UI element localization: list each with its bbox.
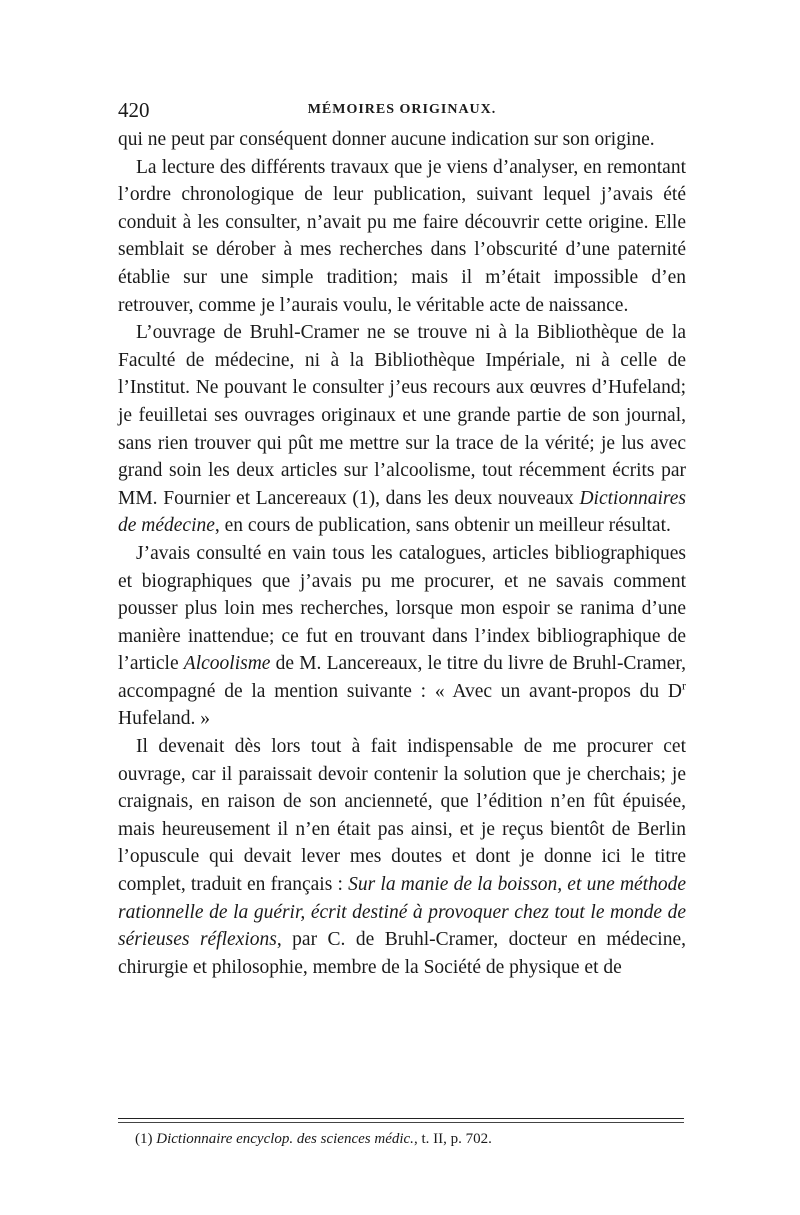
running-head bbox=[118, 96, 686, 126]
italic-text: Dictionnaires de médecine bbox=[118, 487, 686, 537]
italic-text: Alcoolisme bbox=[183, 653, 271, 675]
paragraph bbox=[118, 733, 686, 981]
paragraph bbox=[118, 319, 686, 540]
paragraph bbox=[118, 540, 686, 733]
footnote bbox=[135, 1128, 695, 1150]
paragraph bbox=[118, 154, 686, 320]
text-run: Il devenait dès lors tout à fait indispensable de me procurer cet ouvrage, car il paraissait devoir contenir la solution que je cherchais; je craignais, en raison de son ancienneté, que l’édition n’en fût épuisée, mais heureusement il n’en était pas ainsi, et je reçus bientôt de Berlin l’opuscule qui devait lever mes doutes et dont je donne ici le titre complet, traduit en français : bbox=[118, 736, 686, 896]
footnote-rule bbox=[118, 1118, 684, 1123]
text-run: qui ne peut par conséquent donner aucune indication sur son origine. bbox=[118, 129, 655, 150]
footnote-marker: (1) bbox=[135, 1131, 153, 1147]
footnote-title: Dictionnaire encyclop. des sciences médic. bbox=[156, 1131, 414, 1147]
text-run: J’avais consulté en vain tous les catalogues, articles bibliographiques et biographiques que j’avais pu me procurer, et ne savais comment pousser plus loin mes recherches, lorsque mon espoir se ranima d’une manière inattendue; ce fut en trouvant dans l’index bibliographique de l’article bbox=[118, 542, 686, 675]
text-run: L’ouvrage de Bruhl-Cramer ne se trouve ni à la Bibliothèque de la Faculté de médecine, ni à la Bibliothèque Impériale, ni à celle de l’Institut. Ne pouvant le consulter j’eus recours aux œuvres d’Hufeland; je feuilletai ses ouvrages originaux et une grande partie de son journal, sans rien trouver qui pût me mettre sur la trace de la vérité; je lus avec grand soin les deux articles sur l’alcoolisme, tout récemment écrits par MM. Fournier et Lancereaux (1), dans les deux nouveaux bbox=[118, 322, 686, 509]
footnote-reference: , t. II, p. 702. bbox=[413, 1131, 492, 1147]
paragraph bbox=[118, 126, 686, 154]
page-number: 420 bbox=[118, 98, 150, 122]
body-text bbox=[118, 126, 686, 981]
text-run: Hufeland. » bbox=[118, 708, 211, 730]
text-run: La lecture des différents travaux que je viens d’analyser, en remontant l’ordre chronologique de leur publication, suivant lequel j’avais été conduit à les consulter, n’avait pu me faire découvrir cette origine. Elle semblait se dérober à mes recherches dans l’obscurité d’une paternité établie sur une simple tradition; mais il m’était impossible d’en retrouver, comme je l’aurais voulu, le véritable acte de naissance. bbox=[118, 156, 686, 316]
text-run: de M. Lancereaux, le titre du livre de Bruhl-Cramer, accompagné de la mention suivante : « Avec un avant-propos du D bbox=[118, 653, 687, 702]
superscript-text: r bbox=[682, 678, 686, 693]
text-run: , en cours de publication, sans obtenir un meilleur résultat. bbox=[214, 515, 671, 537]
italic-text: Sur la manie de la boisson, et une méthode rationnelle de la guérir, écrit destiné à provoquer chez tout le monde de sérieuses réflexions bbox=[118, 874, 686, 951]
running-title: MÉMOIRES ORIGINAUX. bbox=[307, 102, 497, 117]
book-page bbox=[118, 96, 686, 981]
text-run: , par C. de Bruhl-Cramer, docteur en médecine, chirurgie et philosophie, membre de la Société de physique et de bbox=[118, 929, 686, 978]
